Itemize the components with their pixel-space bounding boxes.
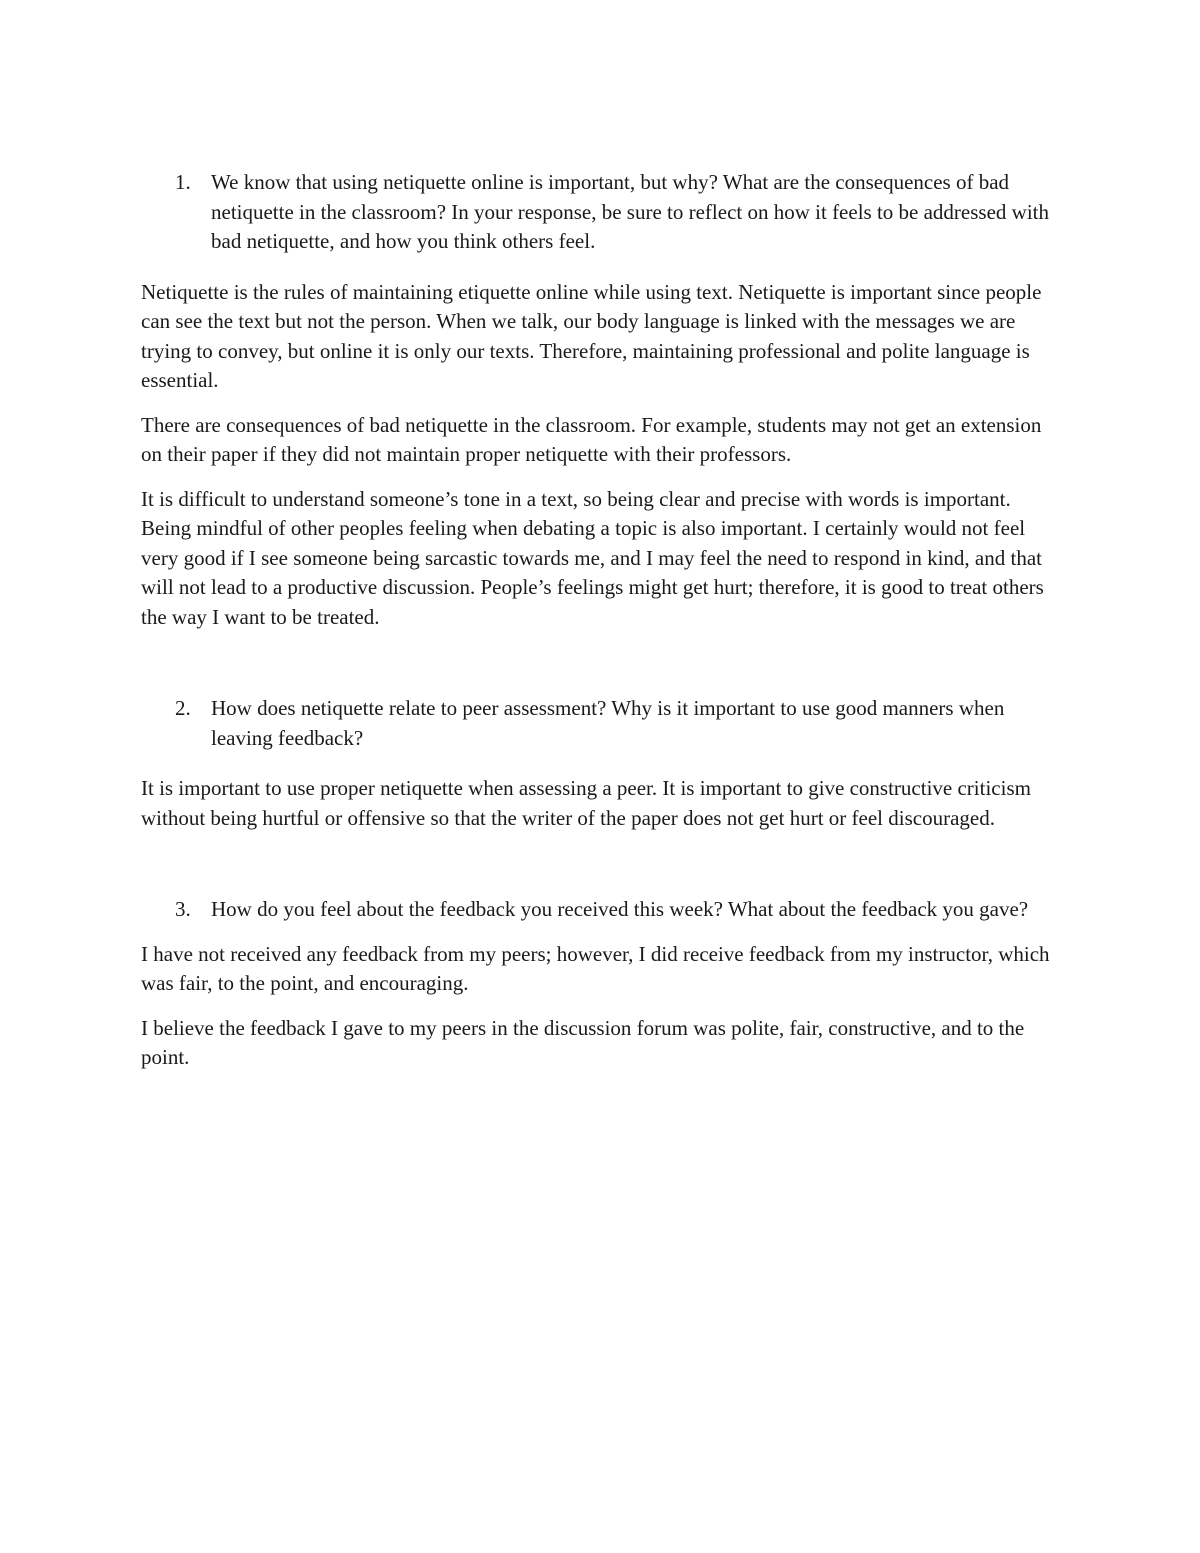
question-number: 1. xyxy=(175,170,191,194)
question-number: 3. xyxy=(175,897,191,921)
question-text: How do you feel about the feedback you received this week? What about the feedback you gave? xyxy=(211,897,1029,921)
answer-paragraph: I have not received any feedback from my peers; however, I did receive feedback from my instructor, which was fair, to the point, and encouraging. xyxy=(141,941,1050,995)
question-number: 2. xyxy=(175,696,191,720)
answer-paragraph: I believe the feedback I gave to my peers in the discussion forum was polite, fair, constructive, and to the point. xyxy=(141,1015,1025,1069)
answer-paragraph: There are consequences of bad netiquette in the classroom. For example, students may not get an extension on their paper if they did not maintain proper netiquette with their professors. xyxy=(141,412,1042,466)
answer-paragraph: Netiquette is the rules of maintaining etiquette online while using text. Netiquette is important since people can see the text but not the person. When we talk, our body language is linked with the messages we are trying to convey, but online it is only our texts. Therefore, maintaining professional and polite language is essential. xyxy=(141,279,1042,392)
question-1 xyxy=(175,168,1066,257)
question-text: We know that using netiquette online is important, but why? What are the consequences of bad netiquette in the classroom? In your response, be sure to reflect on how it feels to be addressed with bad netiquette, and how you think others feel. xyxy=(211,170,1050,253)
document-body xyxy=(141,168,1066,1073)
question-3 xyxy=(175,895,1066,925)
question-2 xyxy=(175,694,1066,753)
answer-paragraph: It is important to use proper netiquette when assessing a peer. It is important to give constructive criticism without being hurtful or offensive so that the writer of the paper does not get hurt or feel discouraged. xyxy=(141,776,1031,830)
answer-paragraph: It is difficult to understand someone’s tone in a text, so being clear and precise with words is important. Being mindful of other peoples feeling when debating a topic is also important. I certainly would not feel very good if I see someone being sarcastic towards me, and I may feel the need to respond in kind, and that will not lead to a productive discussion. People’s feelings might get hurt; therefore, it is good to treat others the way I want to be treated. xyxy=(141,486,1044,629)
question-text: How does netiquette relate to peer assessment? Why is it important to use good manners when leaving feedback? xyxy=(211,696,1005,750)
